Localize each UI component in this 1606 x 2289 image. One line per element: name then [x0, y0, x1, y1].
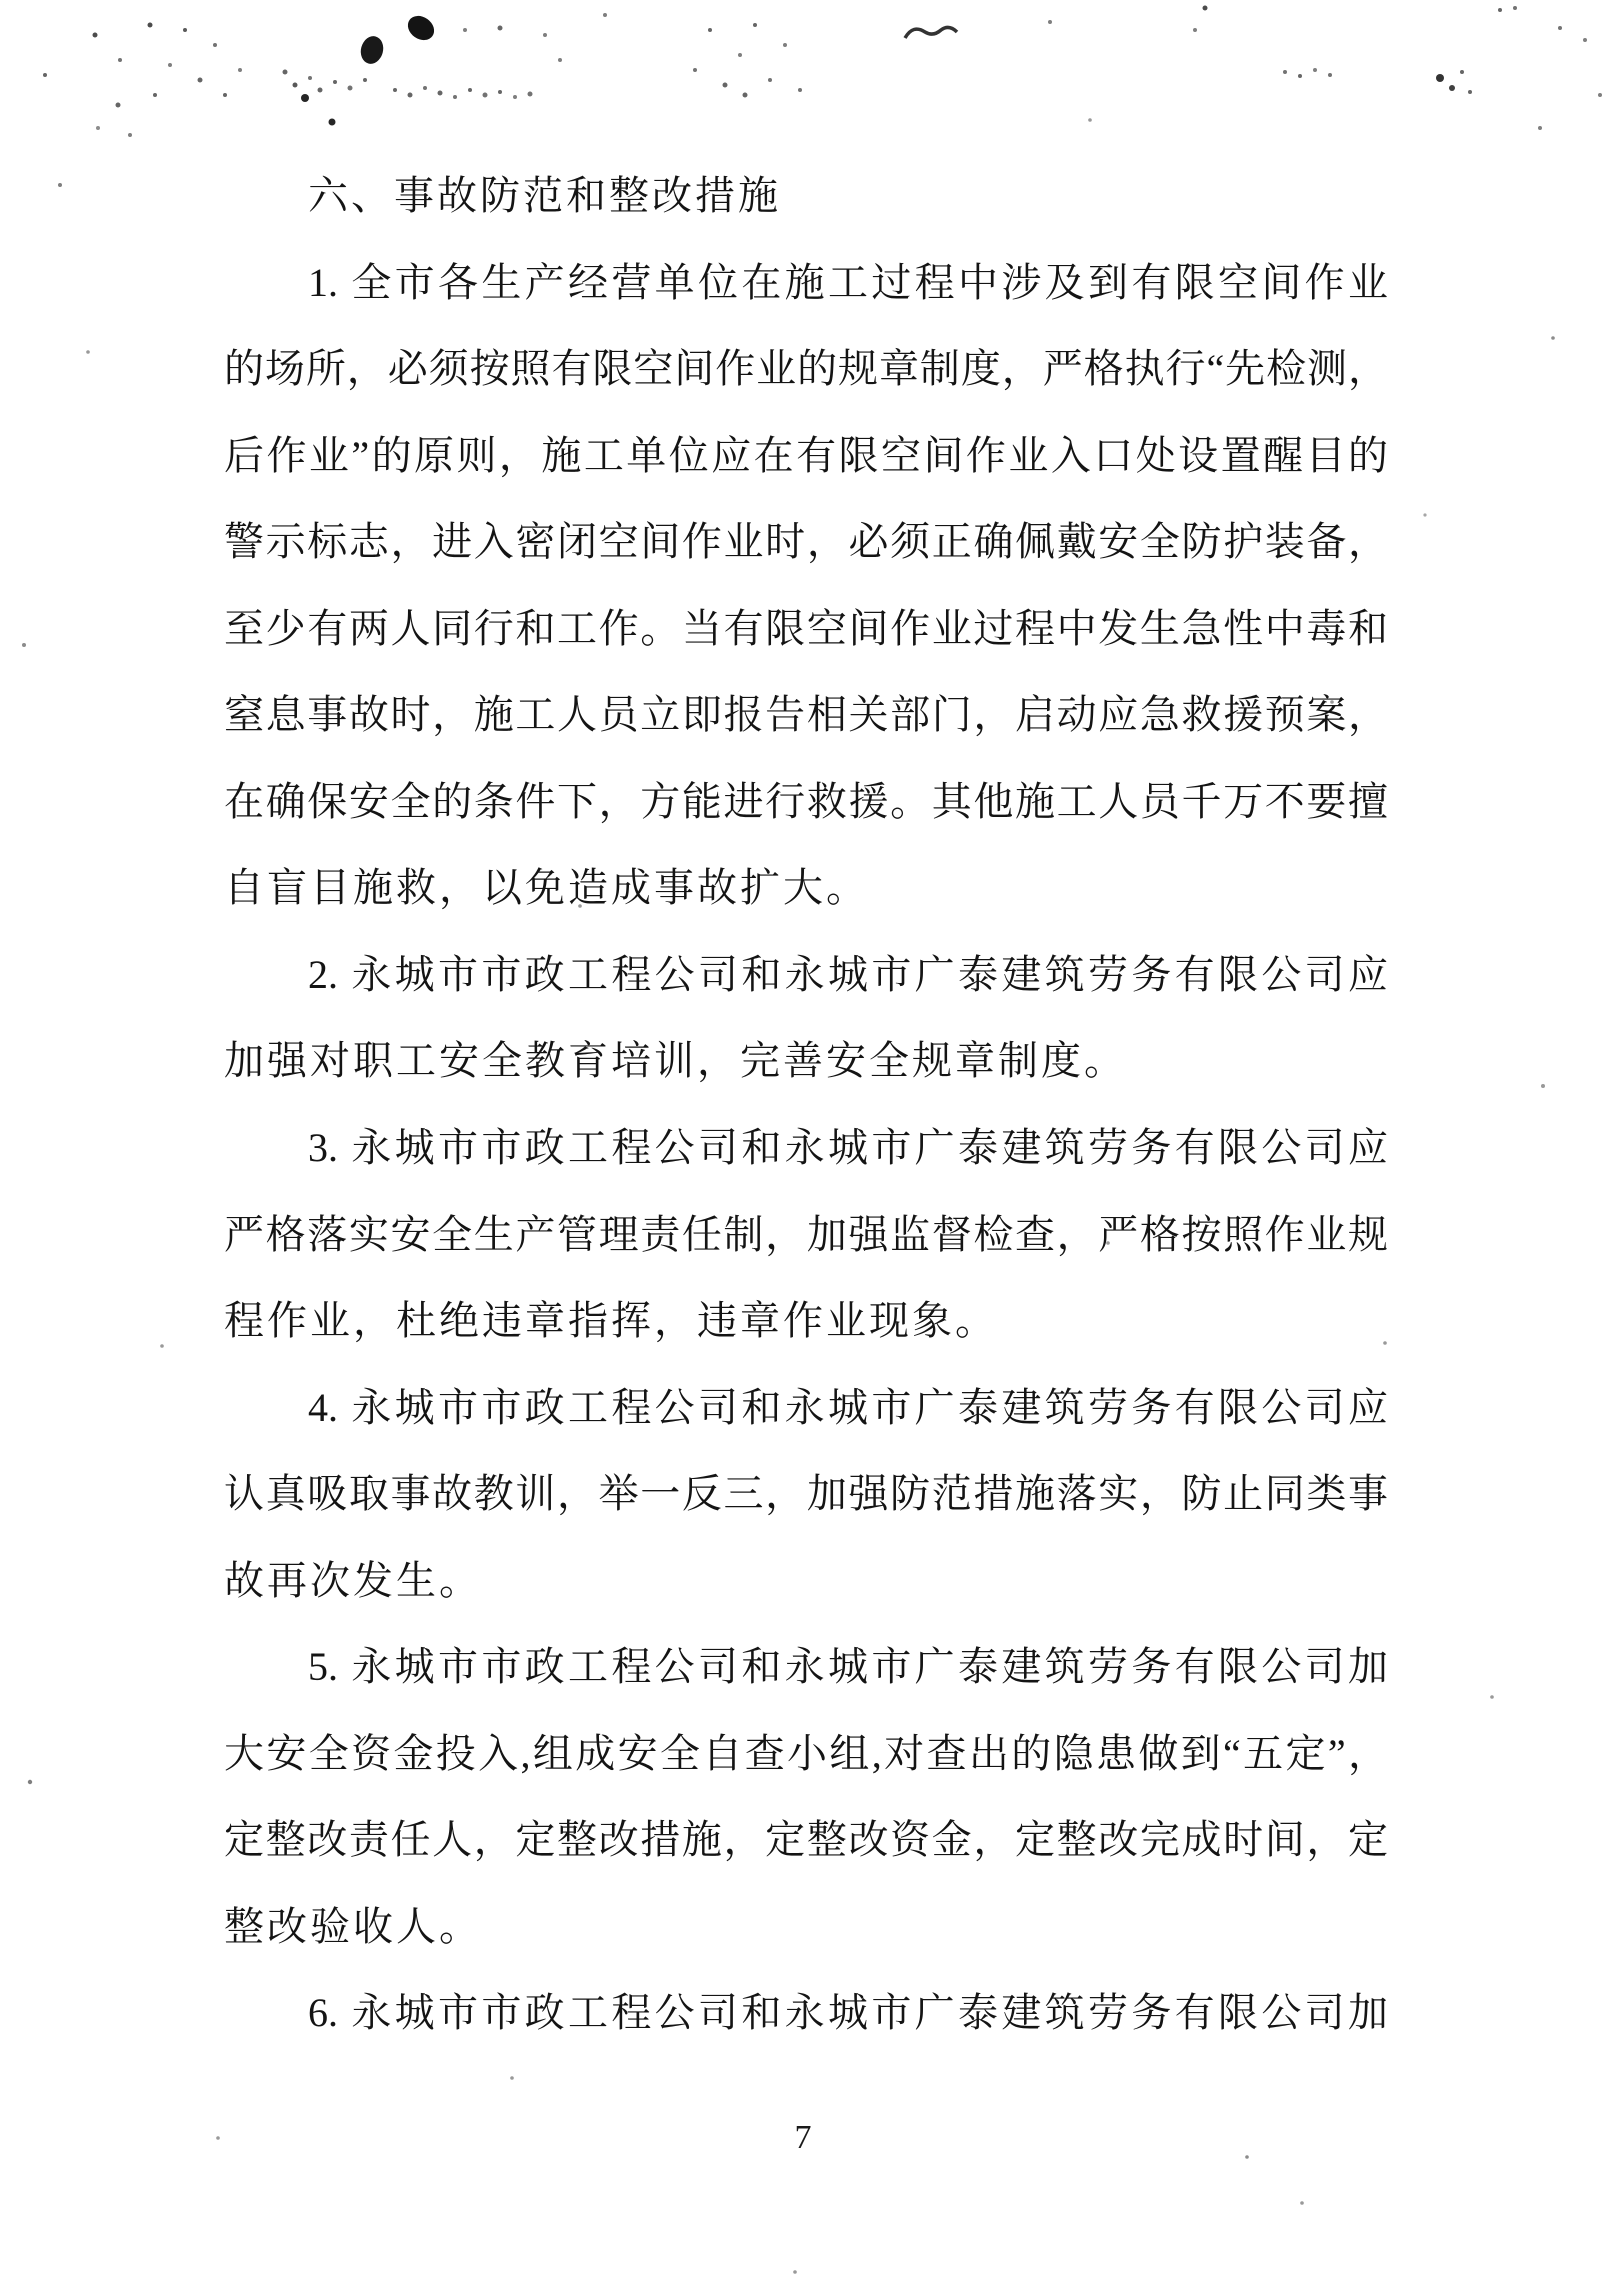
- page-number: 7: [794, 2119, 812, 2156]
- paragraph-1-line-2: 的场所，必须按照有限空间作业的规章制度，严格执行“先检测，: [224, 346, 1388, 392]
- paragraph-1-line-6: 窒息事故时，施工人员立即报告相关部门，启动应急救援预案，: [224, 692, 1388, 738]
- paragraph-1-line-1: 1. 全市各生产经营单位在施工过程中涉及到有限空间作业: [308, 259, 1388, 305]
- paragraph-3-line-2: 严格落实安全生产管理责任制，加强监督检查，严格按照作业规: [224, 1211, 1388, 1257]
- paragraph-2-line-1: 2. 永城市市政工程公司和永城市广泰建筑劳务有限公司应: [308, 951, 1388, 997]
- section-heading: 六、事故防范和整改措施: [308, 173, 781, 218]
- paragraph-1-line-5: 至少有两人同行和工作。当有限空间作业过程中发生急性中毒和: [224, 605, 1388, 651]
- paragraph-2-line-2: 加强对职工安全教育培训，完善安全规章制度。: [224, 1038, 1127, 1084]
- paragraph-4-line-2: 认真吸取事故教训，举一反三，加强防范措施落实，防止同类事: [224, 1471, 1388, 1517]
- paragraph-1-line-3: 后作业”的原则，施工单位应在有限空间作业入口处设置醒目的: [224, 432, 1388, 478]
- paragraph-1-line-8: 自盲目施救，以免造成事故扩大。: [224, 865, 869, 911]
- paragraph-4-line-3: 故再次发生。: [224, 1557, 482, 1603]
- paragraph-3-line-3: 程作业，杜绝违章指挥，违章作业现象。: [224, 1298, 998, 1344]
- document-body: [224, 153, 1388, 2057]
- paragraph-5-line-4: 整改验收人。: [224, 1903, 482, 1949]
- paragraph-4-line-1: 4. 永城市市政工程公司和永城市广泰建筑劳务有限公司应: [308, 1384, 1388, 1430]
- paragraph-1-line-7: 在确保安全的条件下，方能进行救援。其他施工人员千万不要擅: [224, 778, 1388, 824]
- paragraph-3-line-1: 3. 永城市市政工程公司和永城市广泰建筑劳务有限公司应: [308, 1125, 1388, 1171]
- paragraph-1-line-4: 警示标志，进入密闭空间作业时，必须正确佩戴安全防护装备，: [224, 519, 1388, 565]
- paragraph-5-line-3: 定整改责任人，定整改措施，定整改资金，定整改完成时间，定: [224, 1817, 1388, 1863]
- paragraph-5-line-2: 大安全资金投入,组成安全自查小组,对查出的隐患做到“五定”，: [224, 1730, 1388, 1776]
- paragraph-6-line-1: 6. 永城市市政工程公司和永城市广泰建筑劳务有限公司加: [308, 1990, 1388, 2036]
- paragraph-5-line-1: 5. 永城市市政工程公司和永城市广泰建筑劳务有限公司加: [308, 1644, 1388, 1690]
